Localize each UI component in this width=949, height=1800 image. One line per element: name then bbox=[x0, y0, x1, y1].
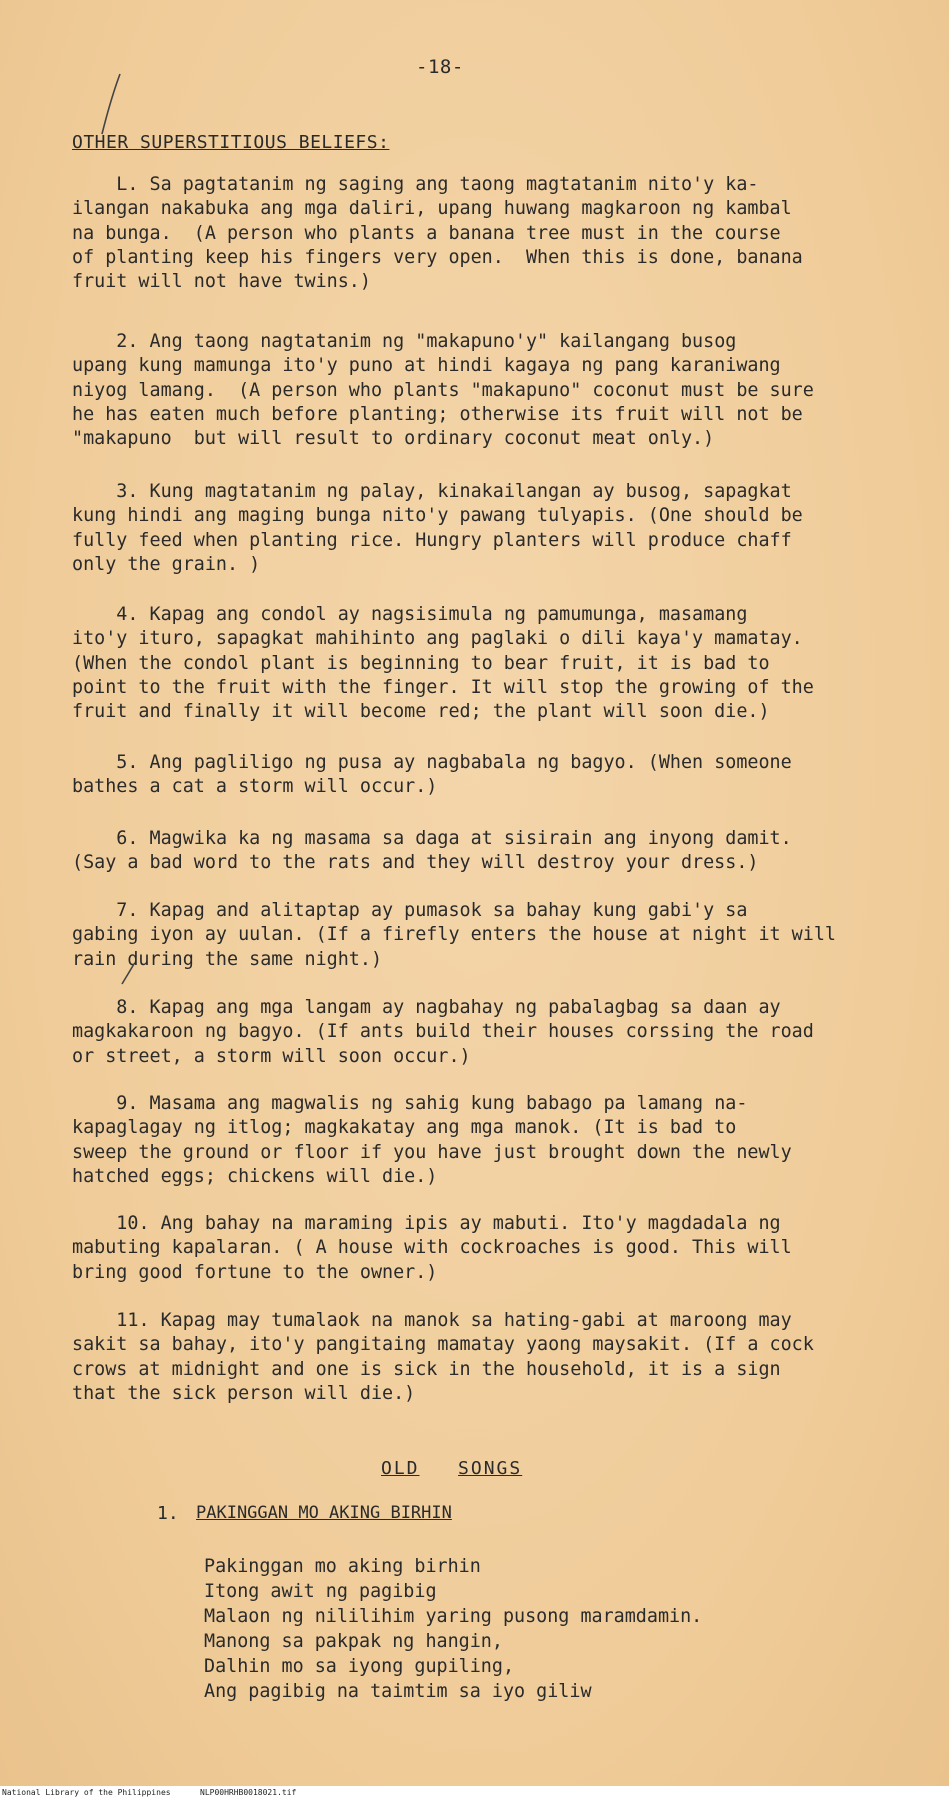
belief-item: 4. Kapag ang condol ay nagsisimula ng pamumunga, masamang ito'y ituro, sapagkat mahihinto ang paglaki o dili kaya'y mamatay. (When the condol plant is beginning to bear fruit, it is bad to point to the fruit with the finger. It will stop the growing of the fruit and finally it will become red; the plant will soon die.) bbox=[72, 604, 814, 723]
belief-item: 8. Kapag ang mga langam ay nagbahay ng pabalagbag sa daan ay magkakaroon ng bagyo. (If ants build their houses corssing the road or street, a storm will soon occur.) bbox=[72, 997, 814, 1067]
lyric-line: Malaon ng nililihim yaring pusong maramdamin. bbox=[204, 1606, 703, 1627]
page-number: -18- bbox=[416, 56, 464, 78]
lyric-line: Dalhin mo sa iyong gupiling, bbox=[204, 1656, 515, 1677]
songs-title-word: OLD bbox=[381, 1458, 420, 1479]
belief-item: 2. Ang taong nagtatanim ng "makapuno'y" kailangang busog upang kung mamunga ito'y puno at hindi kagaya ng pang karaniwang niyog lamang. (A person who plants "makapuno" coconut must be sure he has eaten much before planting; otherwise its fruit will not be "makapuno but will result to ordinary coconut meat only.) bbox=[72, 331, 814, 450]
scan-footer bbox=[0, 1786, 949, 1800]
belief-item: 5. Ang pagliligo ng pusa ay nagbabala ng bagyo. (When someone bathes a cat a storm will occur.) bbox=[72, 752, 792, 798]
belief-item: 6. Magwika ka ng masama sa daga at sisirain ang inyong damit. (Say a bad word to the rats and they will destroy your dress.) bbox=[72, 828, 792, 874]
song-number: 1. bbox=[157, 1503, 179, 1524]
section-heading: OTHER SUPERSTITIOUS BELIEFS: bbox=[72, 132, 390, 153]
songs-title-word: SONGS bbox=[458, 1458, 523, 1479]
belief-item: 3. Kung magtatanim ng palay, kinakailangan ay busog, sapagkat kung hindi ang maging bunga nito'y pawang tulyapis. (One should be fully feed when planting rice. Hungry planters will produce chaff only the grain. ) bbox=[72, 481, 803, 575]
songs-section-title bbox=[381, 1458, 522, 1479]
footer-source: National Library of the Philippines bbox=[2, 1788, 171, 1797]
belief-item: L. Sa pagtatanim ng saging ang taong magtatanim nito'y ka- ilangan nakabuka ang mga daliri, upang huwang magkaroon ng kambal na bunga. (A person who plants a banana tree must in the course of planting keep his fingers very open. When this is done, banana fruit will not have twins.) bbox=[72, 174, 803, 293]
footer-filename: NLP00HRHB0018021.tif bbox=[200, 1788, 297, 1797]
lyric-line: Pakinggan mo aking birhin bbox=[204, 1556, 481, 1577]
belief-item: 11. Kapag may tumalaok na manok sa hating-gabi at maroong may sakit sa bahay, ito'y pangitaing mamatay yaong maysakit. (If a cock crows at midnight and one is sick in the household, it is a sign that the sick person will die.) bbox=[72, 1310, 814, 1404]
lyric-line: Ang pagibig na taimtim sa iyo giliw bbox=[204, 1681, 592, 1702]
song-lyrics bbox=[204, 1554, 702, 1704]
pen-tick-mark bbox=[118, 962, 138, 988]
belief-item: 10. Ang bahay na maraming ipis ay mabuti. Ito'y magdadala ng mabuting kapalaran. ( A house with cockroaches is good. This will bring good fortune to the owner.) bbox=[72, 1213, 792, 1283]
lyric-line: Manong sa pakpak ng hangin, bbox=[204, 1631, 503, 1652]
belief-item: 9. Masama ang magwalis ng sahig kung babago pa lamang na- kapaglagay ng itlog; magkakatay ang mga manok. (It is bad to sweep the ground or floor if you have just brought down the newly hatched eggs; chickens will die.) bbox=[72, 1093, 792, 1187]
song-title: PAKINGGAN MO AKING BIRHIN bbox=[196, 1503, 452, 1523]
lyric-line: Itong awit ng pagibig bbox=[204, 1581, 437, 1602]
belief-item: 7. Kapag and alitaptap ay pumasok sa bahay kung gabi'y sa gabing iyon ay uulan. (If a firefly enters the house at night it will rain during the same night.) bbox=[72, 900, 836, 970]
pen-check-mark bbox=[96, 70, 126, 140]
